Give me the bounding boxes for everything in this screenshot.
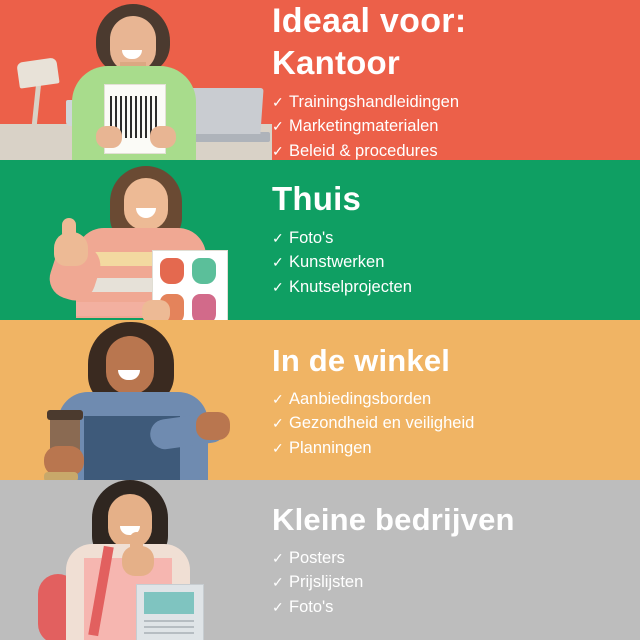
hand-holding-artwork-shape bbox=[142, 300, 170, 320]
check-icon: ✓ bbox=[272, 254, 284, 271]
check-icon: ✓ bbox=[272, 574, 284, 591]
text-column-kantoor bbox=[272, 0, 632, 160]
bullet-label: Foto's bbox=[289, 228, 334, 247]
photo-shop-worker bbox=[0, 320, 272, 480]
coffee-cup-lid-shape bbox=[47, 410, 83, 420]
thumbs-up-icon bbox=[62, 218, 76, 240]
left-hand-shape bbox=[96, 126, 122, 148]
check-icon: ✓ bbox=[272, 439, 284, 456]
list-item bbox=[272, 571, 632, 594]
list-item bbox=[272, 437, 632, 460]
check-icon: ✓ bbox=[272, 390, 284, 407]
bullet-label: Foto's bbox=[289, 597, 334, 616]
check-icon: ✓ bbox=[272, 549, 284, 566]
section-heading-kleine-bedrijven: Kleine bedrijven bbox=[272, 501, 515, 537]
face-shape bbox=[106, 336, 154, 394]
check-icon: ✓ bbox=[272, 93, 284, 110]
bullet-label: Aanbiedingsborden bbox=[289, 389, 432, 408]
bullet-list-kleine-bedrijven bbox=[272, 547, 632, 620]
bullet-list-in-de-winkel bbox=[272, 388, 632, 461]
bullet-label: Beleid & procedures bbox=[289, 141, 438, 160]
bullet-label: Kunstwerken bbox=[289, 253, 385, 272]
photo-office-woman bbox=[0, 0, 272, 160]
section-kleine-bedrijven bbox=[0, 480, 640, 640]
list-item bbox=[272, 91, 632, 114]
bullet-label: Posters bbox=[289, 548, 345, 567]
section-thuis bbox=[0, 160, 640, 320]
section-heading-thuis: Thuis bbox=[272, 179, 361, 217]
bag-label-shape bbox=[144, 592, 194, 614]
desk-lamp-arm-shape bbox=[32, 82, 42, 126]
check-icon: ✓ bbox=[272, 142, 284, 159]
photo-small-business-woman bbox=[0, 480, 272, 640]
handprint-shape bbox=[160, 258, 184, 284]
handprint-shape bbox=[192, 258, 216, 284]
list-item bbox=[272, 140, 632, 161]
text-column-thuis bbox=[272, 160, 632, 320]
list-item bbox=[272, 547, 632, 570]
right-hand-shape bbox=[150, 126, 176, 148]
check-icon: ✓ bbox=[272, 229, 284, 246]
list-item bbox=[272, 276, 632, 299]
list-item bbox=[272, 596, 632, 619]
check-icon: ✓ bbox=[272, 598, 284, 615]
desk-lamp-shade-shape bbox=[16, 57, 59, 88]
section-heading-kantoor: Kantoor bbox=[272, 43, 400, 81]
list-item bbox=[272, 251, 632, 274]
check-icon: ✓ bbox=[272, 415, 284, 432]
handprint-shape bbox=[192, 294, 216, 320]
bullet-label: Planningen bbox=[289, 438, 372, 457]
photo-girl-artwork bbox=[0, 160, 272, 320]
bullet-label: Trainingshandleidingen bbox=[289, 92, 460, 111]
section-kantoor bbox=[0, 0, 640, 160]
section-heading-in-de-winkel: In de winkel bbox=[272, 342, 451, 378]
bullet-list-kantoor bbox=[272, 91, 632, 160]
text-column-kleine-bedrijven bbox=[272, 480, 632, 640]
bullet-label: Knutselprojecten bbox=[289, 277, 412, 296]
bullet-label: Gezondheid en veiligheid bbox=[289, 414, 475, 433]
list-item bbox=[272, 115, 632, 138]
wristwatch-shape bbox=[44, 472, 78, 480]
bullet-label: Prijslijsten bbox=[289, 573, 364, 592]
list-item bbox=[272, 227, 632, 250]
laptop-screen-shape bbox=[184, 88, 263, 134]
page-title: Ideaal voor: bbox=[272, 2, 467, 40]
check-icon: ✓ bbox=[272, 118, 284, 135]
check-icon: ✓ bbox=[272, 278, 284, 295]
text-column-in-de-winkel bbox=[272, 320, 632, 480]
pointing-hand-icon bbox=[196, 412, 230, 440]
bullet-list-thuis bbox=[272, 227, 632, 300]
bag-text-lines-shape bbox=[144, 620, 194, 636]
thumbs-up-icon bbox=[130, 532, 143, 554]
section-in-de-winkel bbox=[0, 320, 640, 480]
face-shape bbox=[124, 178, 168, 230]
list-item bbox=[272, 388, 632, 411]
list-item bbox=[272, 412, 632, 435]
bullet-label: Marketingmaterialen bbox=[289, 117, 439, 136]
